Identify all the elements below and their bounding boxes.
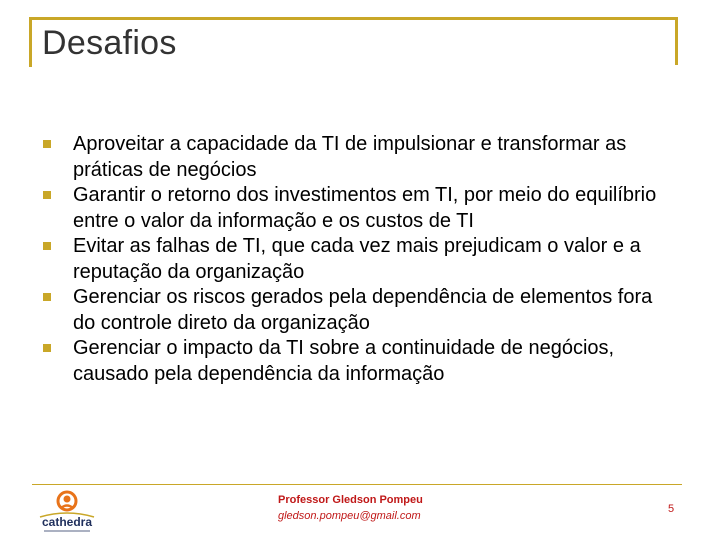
bullet-item <box>40 336 680 387</box>
square-bullet-icon <box>43 344 51 352</box>
logo-text: cathedra <box>41 515 93 529</box>
frame-top-border <box>29 17 678 20</box>
bullet-text: Gerenciar os riscos gerados pela dependência de elementos fora do controle direto da organização <box>73 286 653 334</box>
footer-professor-name: Professor Gledson Pompeu <box>278 494 423 506</box>
footer-email: gledson.pompeu@gmail.com <box>278 510 421 522</box>
bullet-item <box>40 234 680 285</box>
frame-left-border <box>29 17 32 67</box>
page-number: 5 <box>668 503 675 515</box>
square-bullet-icon <box>43 191 51 199</box>
slide-title: Desafios <box>42 24 177 62</box>
bullet-list <box>40 132 680 387</box>
cathedra-logo-icon <box>36 487 98 535</box>
square-bullet-icon <box>43 140 51 148</box>
bullet-item <box>40 132 680 183</box>
bullet-item <box>40 285 680 336</box>
bullet-text: Evitar as falhas de TI, que cada vez mais prejudicam o valor e a reputação da organização <box>73 235 641 283</box>
bullet-text: Aproveitar a capacidade da TI de impulsionar e transformar as práticas de negócios <box>73 133 627 181</box>
square-bullet-icon <box>43 242 51 250</box>
footer-divider <box>32 484 682 485</box>
bullet-text: Gerenciar o impacto da TI sobre a continuidade de negócios, causado pela dependência da informação <box>73 337 615 385</box>
square-bullet-icon <box>43 293 51 301</box>
bullet-item <box>40 183 680 234</box>
frame-right-border <box>675 17 678 65</box>
bullet-text: Garantir o retorno dos investimentos em TI, por meio do equilíbrio entre o valor da informação e os custos de TI <box>73 184 657 232</box>
